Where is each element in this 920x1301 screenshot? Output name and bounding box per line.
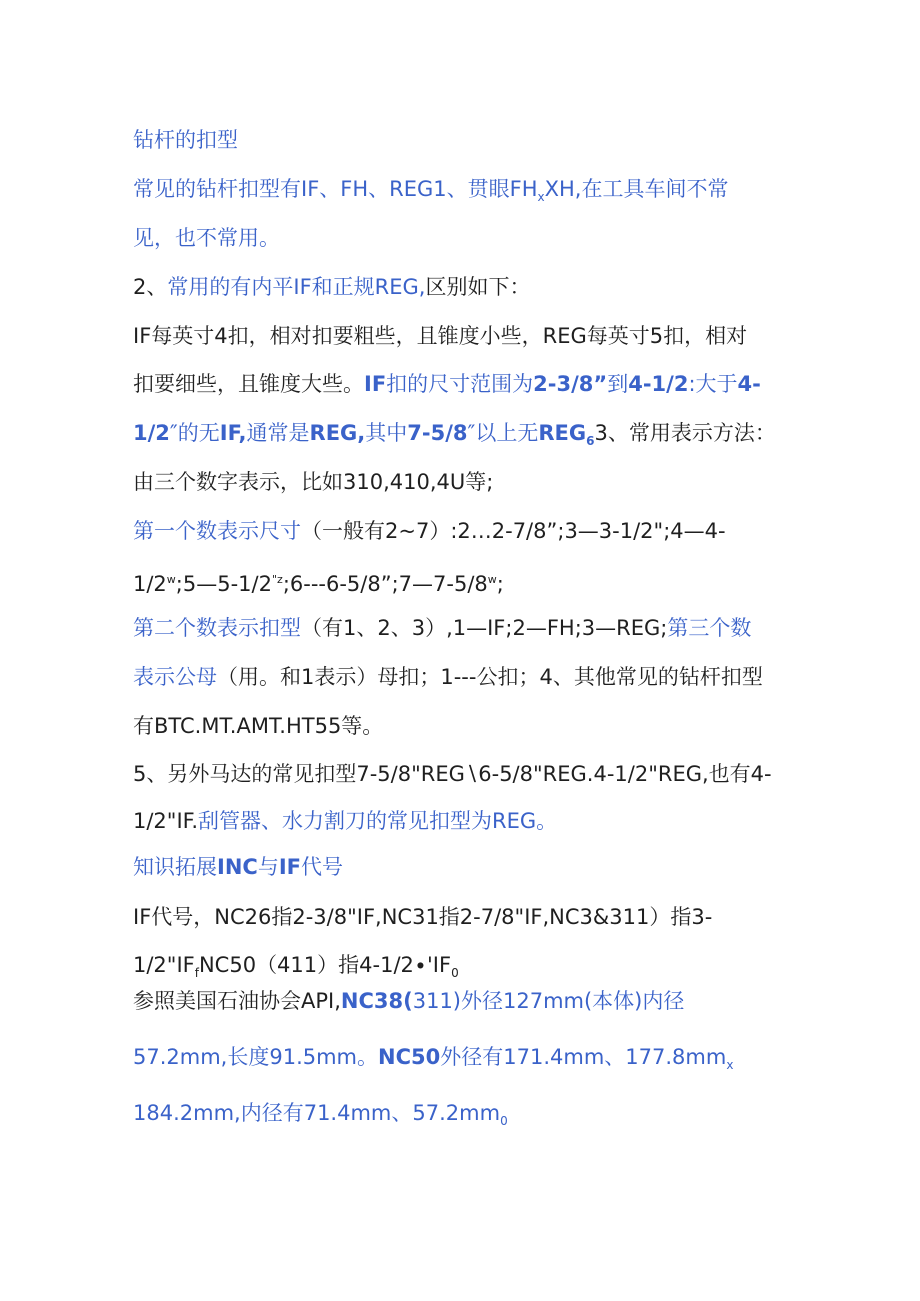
text-run: 其中 — [365, 421, 408, 445]
text-run: REG, — [309, 421, 366, 445]
text-run: 扣要细些，且锥度大些。 — [133, 372, 364, 396]
text-run: ″的无 — [169, 421, 220, 445]
paragraph-line — [133, 1099, 508, 1135]
paragraph-line — [133, 1043, 733, 1079]
text-run: 代号 — [300, 855, 343, 879]
text-run: XH,在工具车间不常 — [544, 177, 729, 201]
text-run: 外径有171.4mm、177.8mm — [440, 1045, 727, 1069]
text-run: 钻杆的扣型 — [133, 128, 238, 152]
text-run: 4-1/2 — [628, 372, 689, 396]
text-run: 表示公母 — [133, 665, 217, 689]
paragraph-line — [133, 468, 493, 496]
text-run: 有BTC.MT.AMT.HT55等。 — [133, 714, 384, 738]
text-run: 第一个数表示尺寸 — [133, 519, 301, 543]
text-run: 1∕2 — [133, 572, 167, 596]
superscript: w — [487, 573, 497, 586]
text-run: （用。和1表示）母扣；1---公扣；4、其他常见的钻杆扣型 — [217, 665, 763, 689]
text-run: （有1、2、3）,1—IF;2—FH;3—REG; — [301, 616, 668, 640]
paragraph-line — [133, 987, 684, 1015]
text-run: ;6---6-5/8”;7—7-5∕8 — [282, 572, 488, 596]
paragraph-line — [133, 614, 751, 642]
subscript: 0 — [500, 1114, 508, 1128]
text-run: 4- — [737, 372, 761, 396]
text-run: 第二个数表示扣型 — [133, 616, 301, 640]
text-run: 2、 — [133, 275, 168, 299]
text-run: IF, — [219, 421, 247, 445]
text-run: 区别如下： — [425, 275, 531, 299]
paragraph-line — [133, 663, 763, 691]
text-run: IF — [278, 855, 301, 879]
text-run: （一般有2~7）:2…2-7/8”;3—3-1/2";4—4- — [301, 519, 726, 543]
text-run: INC — [217, 855, 258, 879]
text-run: 57.2mm,长度91.5mm。 — [133, 1045, 379, 1069]
text-run: IF每英寸4扣，相对扣要粗些，且锥度小些，REG每英寸5扣，相对 — [133, 324, 748, 348]
section-title — [133, 126, 238, 154]
subscript: x — [537, 190, 545, 204]
subscript: x — [726, 1058, 734, 1072]
text-run: 1/2 — [133, 421, 170, 445]
text-run: :大于 — [688, 372, 738, 396]
paragraph-line — [133, 807, 557, 835]
paragraph-line — [133, 370, 761, 398]
text-run: 第三个数 — [667, 616, 752, 640]
subscript: f — [194, 966, 199, 980]
text-run: NC50 — [378, 1045, 441, 1069]
superscript: w — [166, 573, 176, 586]
paragraph-line — [133, 566, 504, 598]
text-run: 知识拓展 — [133, 855, 217, 879]
text-run: ″以上无 — [467, 421, 539, 445]
text-run: 184.2mm,内径有71.4mm、57.2mm — [133, 1101, 501, 1125]
paragraph-line — [133, 760, 772, 788]
text-run: 常见的钻杆扣型有IF、FH、REG1、贯眼FH — [133, 177, 538, 201]
subscript: 0 — [451, 966, 459, 980]
text-run: ;5—5-1∕2 — [175, 572, 272, 596]
paragraph-line — [133, 951, 459, 987]
text-run: 扣的尺寸范围为 — [386, 372, 534, 396]
text-run: NC38( — [340, 989, 413, 1013]
paragraph-line — [133, 419, 776, 455]
superscript: "z — [271, 573, 283, 586]
text-run: 7-5/8 — [407, 421, 468, 445]
paragraph-line — [133, 903, 712, 931]
text-run: NC50（411）指4-1/2∙'IF — [198, 953, 452, 977]
paragraph-line — [133, 322, 747, 350]
paragraph-line — [133, 224, 280, 252]
paragraph-line — [133, 712, 383, 740]
text-run: 参照美国石油协会API, — [133, 989, 341, 1013]
paragraph-line — [133, 273, 530, 301]
text-run: 5、另外马达的常见扣型7-5∕8"REG∖6-5∕8"REG.4-1/2"REG,也有4- — [133, 762, 772, 786]
text-run: 到 — [607, 372, 629, 396]
text-run: 1/2"IF — [133, 953, 195, 977]
paragraph-line — [133, 517, 726, 545]
text-run: 通常是 — [246, 421, 310, 445]
text-run: 刮管器、水力割刀的常见扣型为REG。 — [198, 809, 558, 833]
section-title — [133, 853, 343, 881]
text-run: ; — [496, 572, 504, 596]
text-run: 3、常用表示方法： — [594, 421, 776, 445]
text-run: 311)外径127mm(本体)内径 — [412, 989, 685, 1013]
text-run: 2-3/8” — [533, 372, 608, 396]
text-run: 由三个数字表示，比如310,410,4U等; — [133, 470, 494, 494]
text-run: 常用的有内平IF和正规REG, — [167, 275, 426, 299]
subscript: 6 — [586, 434, 595, 448]
paragraph-line — [133, 175, 728, 211]
text-run: IF — [364, 372, 387, 396]
text-run: 1∕2"IF. — [133, 809, 199, 833]
text-run: REG — [538, 421, 587, 445]
text-run: IF代号，NC26指2-3/8"IF,NC31指2-7/8"IF,NC3&311）指3- — [133, 905, 713, 929]
text-run: 与 — [257, 855, 279, 879]
text-run: 见，也不常用。 — [133, 226, 280, 250]
